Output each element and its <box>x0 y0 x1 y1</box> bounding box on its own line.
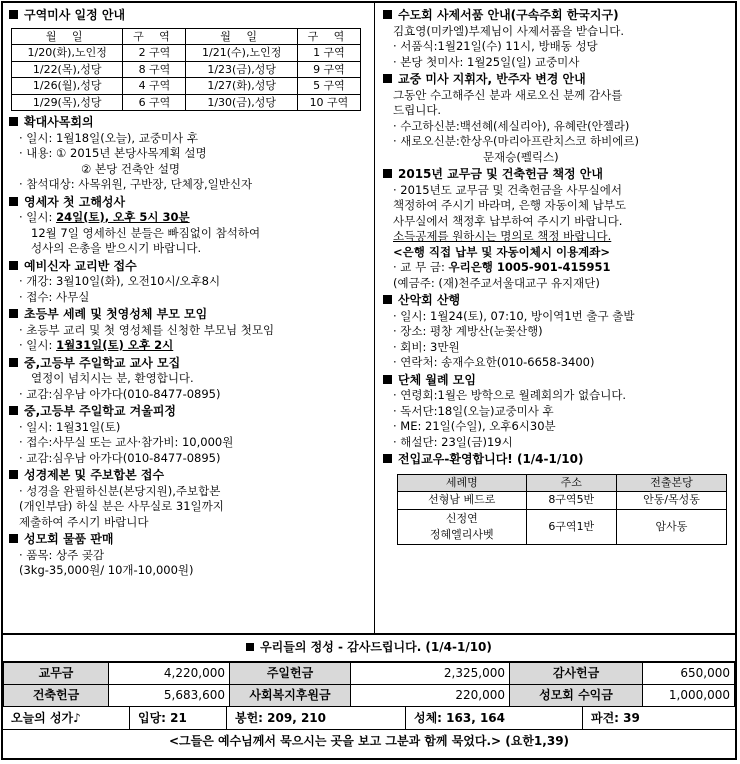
entry-hymn: 입당: 21 <box>130 707 227 729</box>
section-title: 단체 월례 모임 <box>383 373 729 389</box>
line: · 수고하신분:백선혜(세실리아), 유혜란(안젤라) <box>393 118 630 133</box>
line: · 개강: 3월10일(화), 오전10시/오후8시 <box>19 274 221 288</box>
line: 그동안 수고해주신 분과 새로오신 분께 감사를 <box>393 87 623 102</box>
table-cell: 암사동 <box>616 509 726 544</box>
line: · ME: 21일(수일), 오후6시30분 <box>393 419 556 433</box>
offering-table <box>3 662 735 707</box>
line: 소득공제를 원하시는 명의로 책정 바랍니다. <box>393 229 612 243</box>
table-cell: 신정연 정혜엘리사벳 <box>398 509 527 544</box>
music-change-section <box>383 72 729 165</box>
line: · 독서단:18일(오늘)교중미사 후 <box>393 403 554 418</box>
offering-value: 5,683,600 <box>109 685 230 707</box>
offering-value: 220,000 <box>351 685 510 707</box>
table-row <box>12 94 361 111</box>
line: 12월 7일 영세하신 분들은 빠짐없이 참석하여 <box>31 225 261 240</box>
parents-meeting-section <box>9 307 368 354</box>
bullet-square-icon <box>9 406 18 415</box>
section-title <box>9 8 368 24</box>
recessional-hymn: 파견: 39 <box>591 711 640 725</box>
offering-value: 4,220,000 <box>109 663 230 685</box>
table-cell: 선형남 베드로 <box>398 491 527 509</box>
line: (예금주: (재)천주교서울대교구 유지재단) <box>393 275 600 290</box>
hiking-section <box>383 293 729 371</box>
offering-title: 우리들의 정성 - 감사드립니다. (1/4-1/10) <box>3 633 735 662</box>
table-cell: 2 구역 <box>123 45 186 62</box>
line: · 참석대상: 사목위원, 구반장, 단체장,일반신자 <box>19 177 253 191</box>
ordination-section <box>383 8 729 70</box>
table-cell: 1/29(목),성당 <box>12 94 123 111</box>
line: 드립니다. <box>393 103 442 117</box>
bullet-square-icon <box>246 643 254 651</box>
section-title: 전입교우-환영합니다! (1/4-1/10) <box>383 452 729 468</box>
offering-value: 650,000 <box>643 663 735 685</box>
section-title: 성경제본 및 주보합본 접수 <box>9 468 368 484</box>
table-cell: 1/27(화),성당 <box>186 78 297 95</box>
group-meetings-section <box>383 373 729 451</box>
table-header: 전출본당 <box>616 474 726 491</box>
line: · 일시: 1월31일(토) 오후 2시 <box>19 338 174 352</box>
left-column <box>3 3 375 633</box>
offering-label: 성모회 수익금 <box>510 685 643 707</box>
table-cell: 1/26(월),성당 <box>12 78 123 95</box>
line: · 일시: 1월31일(토) <box>19 419 121 434</box>
line: 책정하여 주시기 바라며, 은행 자동이체 납부도 <box>393 198 627 212</box>
table-header: 월 일 <box>12 28 123 45</box>
bullet-square-icon <box>9 534 18 543</box>
section-title: 예비신자 교리반 접수 <box>9 259 368 275</box>
line: · 초등부 교리 및 첫 영성체를 신청한 부모님 첫모임 <box>19 322 275 337</box>
district-mass-section <box>9 8 368 111</box>
district-mass-table <box>11 28 361 112</box>
communion-hymn: 성체: 163, 164 <box>406 707 583 729</box>
offering-value: 2,325,000 <box>351 663 510 685</box>
offering-label: 감사헌금 <box>510 663 643 685</box>
section-title: 수도회 사제서품 안내(구속주회 한국지구) <box>383 8 729 24</box>
catechumen-section <box>9 259 368 306</box>
table-cell: 8구역5반 <box>526 491 616 509</box>
table-cell: 1/21(수),노인정 <box>186 45 297 62</box>
table-cell: 안동/목성동 <box>616 491 726 509</box>
line: 김효영(미카엘)부제님이 사제서품을 받습니다. <box>393 23 625 38</box>
line: · 품목: 상주 곶감 <box>19 547 105 562</box>
line: · 교 무 금: 우리은행 1005-901-415951 <box>393 260 611 274</box>
winter-retreat-section <box>9 404 368 466</box>
district-mass-title: 구역미사 일정 안내 <box>24 8 126 22</box>
line: · 장소: 평창 계방산(눈꽃산행) <box>393 324 543 338</box>
section-title: 2015년 교무금 및 건축헌금 책정 안내 <box>383 167 729 183</box>
table-header: 주소 <box>526 474 616 491</box>
line: · 새로오신분:한상우(마리아프란치스코 하비에르) <box>393 134 639 148</box>
table-cell: 10 구역 <box>297 94 360 111</box>
offering-label: 사회복지후원금 <box>230 685 351 707</box>
line: · 해설단: 23일(금)19시 <box>393 434 513 449</box>
table-row <box>398 509 727 544</box>
bullet-square-icon <box>9 117 18 126</box>
section-title: 성모회 물품 판매 <box>9 532 368 548</box>
line: · 교감:심우남 아가다(010-8477-0895) <box>19 386 221 401</box>
offering-value: 1,000,000 <box>643 685 735 707</box>
bullet-square-icon <box>383 375 392 384</box>
right-column <box>375 3 735 633</box>
line: 문재승(펠릭스) <box>483 149 559 164</box>
tithe-section <box>383 167 729 291</box>
section-title: 중,고등부 주일학교 교사 모집 <box>9 356 368 372</box>
bullet-square-icon <box>9 197 18 206</box>
expanded-council-section <box>9 115 368 193</box>
table-cell: 1/22(목),성당 <box>12 61 123 78</box>
line: · 본당 첫미사: 1월25일(일) 교중미사 <box>393 54 580 69</box>
table-header: 세례명 <box>398 474 527 491</box>
line: (개인부담) 하실 분은 사무실로 31일까지 <box>19 499 224 513</box>
line: · 회비: 3만원 <box>393 339 460 354</box>
table-cell: 6구역1반 <box>526 509 616 544</box>
bullet-square-icon <box>9 470 18 479</box>
bible-binding-section <box>9 468 368 530</box>
table-cell: 9 구역 <box>297 61 360 78</box>
line: · 일시: 1월24(토), 07:10, 방이역1번 출구 출발 <box>393 308 635 323</box>
section-title: 초등부 세례 및 첫영성체 부모 모임 <box>9 307 368 323</box>
line: · 연락처: 송재수요한(010-6658-3400) <box>393 355 595 369</box>
bullet-square-icon <box>9 309 18 318</box>
bullet-square-icon <box>383 295 392 304</box>
table-header-row <box>12 28 361 45</box>
table-cell: 1/20(화),노인정 <box>12 45 123 62</box>
line: · 일시: 1월18일(오늘), 교중미사 후 <box>19 130 198 145</box>
section-title: 산악회 산행 <box>383 293 729 309</box>
line: 열정이 넘치시는 분, 환영합니다. <box>31 371 194 385</box>
table-cell: 8 구역 <box>123 61 186 78</box>
line: · 내용: ① 2015년 본당사목계획 설명 <box>19 146 207 160</box>
welcome-table <box>397 474 727 545</box>
line: ② 본당 건축안 설명 <box>81 161 181 176</box>
hymn-row <box>3 707 735 730</box>
first-confession-section <box>9 195 368 257</box>
line: · 2015년도 교무금 및 건축헌금을 사무실에서 <box>393 182 622 197</box>
bullet-square-icon <box>383 74 392 83</box>
line: 성사의 은총을 받으시기 바랍니다. <box>31 241 202 255</box>
table-row <box>4 685 735 707</box>
line: · 일시: 24일(토), 오후 5시 30분 <box>19 210 190 224</box>
table-row <box>12 45 361 62</box>
table-cell: 5 구역 <box>297 78 360 95</box>
table-cell: 6 구역 <box>123 94 186 111</box>
teacher-recruit-section <box>9 356 368 403</box>
line: <은행 직접 납부 및 자동이체시 이용계좌> <box>393 244 611 259</box>
line: · 서품식:1월21일(수) 11시, 방배동 성당 <box>393 39 598 53</box>
table-row <box>398 491 727 509</box>
offering-label: 주일헌금 <box>230 663 351 685</box>
line: 제출하여 주시기 바랍니다 <box>19 514 149 529</box>
offering-label: 건축헌금 <box>4 685 109 707</box>
line: · 연령회:1월은 방학으로 월례회의가 없습니다. <box>393 388 627 402</box>
line: 사무실에서 책정후 납부하여 주시기 바랍니다. <box>393 213 623 228</box>
bullet-square-icon <box>383 454 392 463</box>
section-title: 확대사목회의 <box>9 115 368 131</box>
table-header: 구 역 <box>123 28 186 45</box>
line: · 접수:사무실 또는 교사·참가비: 10,000원 <box>19 435 234 449</box>
bullet-square-icon <box>383 10 392 19</box>
section-title: 영세자 첫 고해성사 <box>9 195 368 211</box>
table-row <box>12 78 361 95</box>
bullet-square-icon <box>383 169 392 178</box>
section-title: 교중 미사 지휘자, 반주자 변경 안내 <box>383 72 729 88</box>
line: · 접수: 사무실 <box>19 289 90 304</box>
table-header-row <box>398 474 727 491</box>
line: (3kg-35,000원/ 10개-10,000원) <box>19 563 194 577</box>
offering-label: 교무금 <box>4 663 109 685</box>
sale-section <box>9 532 368 579</box>
announcements-area <box>3 3 735 635</box>
table-cell: 1 구역 <box>297 45 360 62</box>
bullet-square-icon <box>9 10 18 19</box>
bullet-square-icon <box>9 261 18 270</box>
line: · 성경을 완필하신분(본당지원),주보합본 <box>19 483 221 498</box>
table-header: 구 역 <box>297 28 360 45</box>
offertory-hymn: 봉헌: 209, 210 <box>227 707 406 729</box>
table-cell: 4 구역 <box>123 78 186 95</box>
bullet-square-icon <box>9 358 18 367</box>
table-cell: 1/30(금),성당 <box>186 94 297 111</box>
scripture-verse: <그들은 예수님께서 묵으시는 곳을 보고 그분과 함께 묵었다.> (요한1,39) <box>168 734 570 748</box>
offering-area <box>3 633 735 752</box>
table-cell: 1/23(금),성당 <box>186 61 297 78</box>
line: · 교감:심우남 아가다(010-8477-0895) <box>19 450 221 465</box>
table-header: 월 일 <box>186 28 297 45</box>
welcome-section <box>383 452 729 545</box>
table-row <box>12 61 361 78</box>
hymn-label: 오늘의 성가♪ <box>3 707 130 729</box>
section-title: 중,고등부 주일학교 겨울피정 <box>9 404 368 420</box>
table-row <box>4 663 735 685</box>
bulletin-page <box>1 1 737 760</box>
